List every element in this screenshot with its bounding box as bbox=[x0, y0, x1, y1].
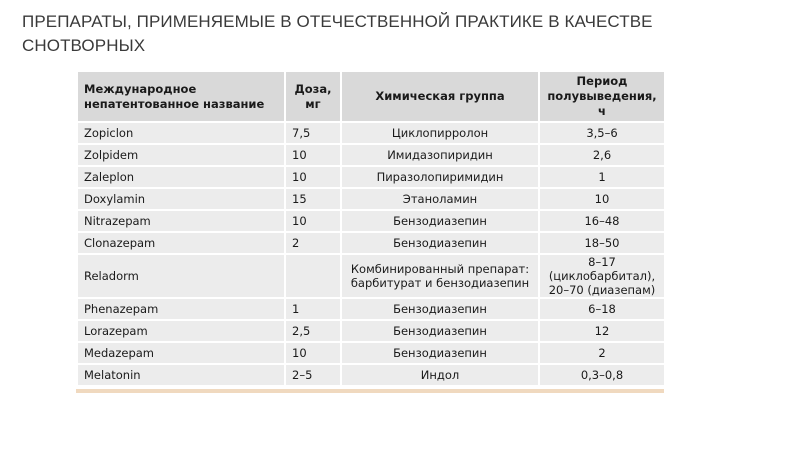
cell-group: Имидазопиридин bbox=[341, 144, 539, 166]
cell-dose: 10 bbox=[285, 342, 341, 364]
cell-dose: 10 bbox=[285, 210, 341, 232]
cell-period: 1 bbox=[539, 166, 665, 188]
cell-period: 0,3–0,8 bbox=[539, 364, 665, 386]
table-row bbox=[77, 188, 665, 210]
cell-group: Бензодиазепин bbox=[341, 342, 539, 364]
cell-period: 6–18 bbox=[539, 298, 665, 320]
cell-name: Zopiclon bbox=[77, 122, 285, 144]
cell-period: 18–50 bbox=[539, 232, 665, 254]
cell-name: Zolpidem bbox=[77, 144, 285, 166]
header-group: Химическая группа bbox=[341, 71, 539, 122]
cell-group-line-1: Комбинированный препарат: bbox=[350, 262, 530, 276]
cell-period: 12 bbox=[539, 320, 665, 342]
cell-dose: 15 bbox=[285, 188, 341, 210]
cell-group: Бензодиазепин bbox=[341, 210, 539, 232]
cell-name: Clonazepam bbox=[77, 232, 285, 254]
cell-period bbox=[539, 254, 665, 298]
cell-group: Этаноламин bbox=[341, 188, 539, 210]
table-bottom-rule bbox=[76, 389, 664, 393]
cell-group: Бензодиазепин bbox=[341, 232, 539, 254]
table-row bbox=[77, 342, 665, 364]
cell-name: Nitrazepam bbox=[77, 210, 285, 232]
header-dose-line-2: мг bbox=[305, 96, 321, 111]
header-name-line-1: Международное bbox=[84, 81, 197, 96]
table-row bbox=[77, 232, 665, 254]
cell-dose bbox=[285, 254, 341, 298]
header-period-line-1: Период bbox=[576, 74, 628, 88]
header-dose bbox=[285, 71, 341, 122]
table-row bbox=[77, 210, 665, 232]
header-name bbox=[77, 71, 285, 122]
cell-group bbox=[341, 254, 539, 298]
cell-name: Phenazepam bbox=[77, 298, 285, 320]
slide-title bbox=[22, 10, 722, 58]
cell-dose: 10 bbox=[285, 144, 341, 166]
cell-name: Zaleplon bbox=[77, 166, 285, 188]
header-period bbox=[539, 71, 665, 122]
table-row bbox=[77, 166, 665, 188]
table-row bbox=[77, 122, 665, 144]
cell-dose: 2,5 bbox=[285, 320, 341, 342]
cell-dose: 2 bbox=[285, 232, 341, 254]
cell-period: 2,6 bbox=[539, 144, 665, 166]
cell-name: Melatonin bbox=[77, 364, 285, 386]
cell-group: Индол bbox=[341, 364, 539, 386]
cell-group: Бензодиазепин bbox=[341, 320, 539, 342]
header-name-line-2: непатентованное название bbox=[84, 96, 265, 111]
table-header-row bbox=[77, 71, 665, 122]
cell-group: Бензодиазепин bbox=[341, 298, 539, 320]
table-row bbox=[77, 298, 665, 320]
cell-name: Lorazepam bbox=[77, 320, 285, 342]
slide-title-line-2: СНОТВОРНЫХ bbox=[22, 36, 146, 55]
slide-title-line-1: ПРЕПАРАТЫ, ПРИМЕНЯЕМЫЕ В ОТЕЧЕСТВЕННОЙ ПРАКТИКЕ В КАЧЕСТВЕ bbox=[22, 12, 653, 31]
cell-dose: 1 bbox=[285, 298, 341, 320]
cell-dose: 10 bbox=[285, 166, 341, 188]
cell-name: Doxylamin bbox=[77, 188, 285, 210]
cell-period: 16–48 bbox=[539, 210, 665, 232]
cell-period: 3,5–6 bbox=[539, 122, 665, 144]
cell-name: Medazepam bbox=[77, 342, 285, 364]
table-row bbox=[77, 254, 665, 298]
header-dose-line-1: Доза, bbox=[294, 81, 332, 96]
cell-period-line-1: 8–17 (циклобарбитал), bbox=[548, 255, 656, 283]
cell-group-line-2: барбитурат и бензодиазепин bbox=[350, 276, 530, 290]
cell-period: 10 bbox=[539, 188, 665, 210]
cell-name: Reladorm bbox=[77, 254, 285, 298]
table-row bbox=[77, 320, 665, 342]
hypnotics-table bbox=[76, 70, 666, 387]
cell-group: Пиразолопиримидин bbox=[341, 166, 539, 188]
cell-dose: 7,5 bbox=[285, 122, 341, 144]
hypnotics-table-container bbox=[76, 70, 664, 393]
cell-dose: 2–5 bbox=[285, 364, 341, 386]
table-row bbox=[77, 144, 665, 166]
table-row bbox=[77, 364, 665, 386]
cell-period: 2 bbox=[539, 342, 665, 364]
cell-group: Циклопирролон bbox=[341, 122, 539, 144]
header-period-line-2: полувыведения, ч bbox=[547, 89, 657, 118]
cell-period-line-2: 20–70 (диазепам) bbox=[548, 283, 656, 297]
